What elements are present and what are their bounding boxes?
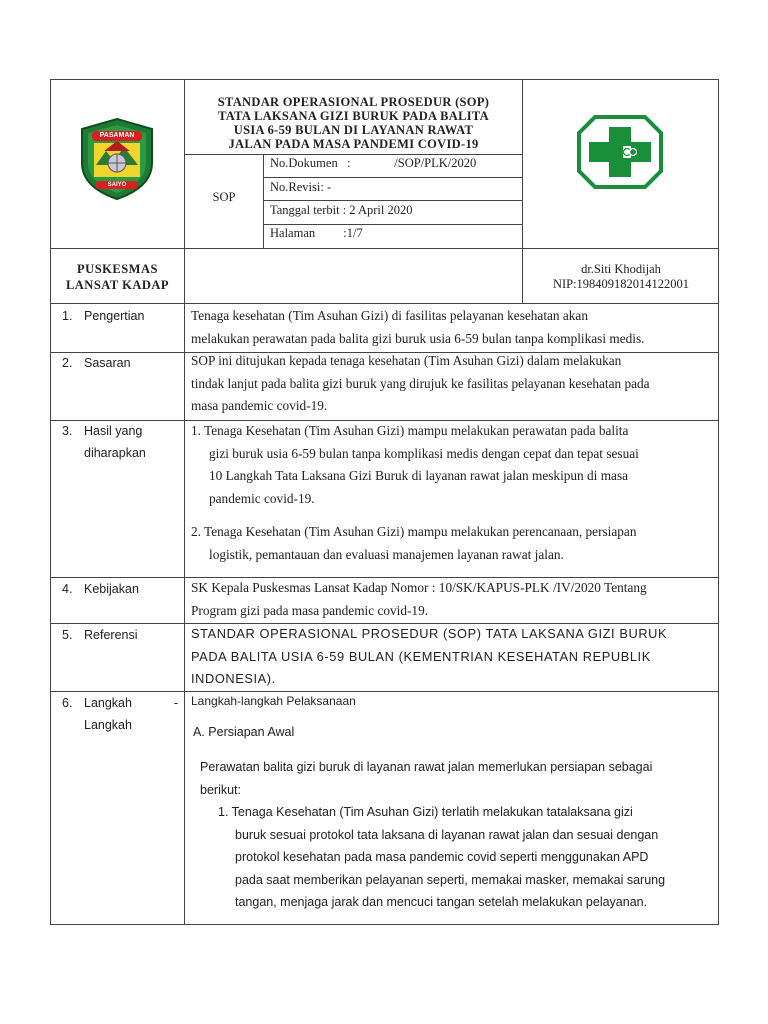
row-6-step-1-line-5: tangan, menjaga jarak dan mencuci tangan setelah melakukan pelayanan.: [235, 895, 648, 909]
row-5-line-3: INDONESIA).: [191, 671, 276, 686]
row-1-label: Pengertian: [84, 309, 145, 323]
row-5-line-1: STANDAR OPERASIONAL PROSEDUR (SOP) TATA LAKSANA GIZI BURUK: [191, 626, 668, 641]
green-cross-health-icon: [577, 115, 663, 189]
org-row-bottom-rule: [50, 303, 719, 304]
row-6-label-line-2: Langkah: [84, 718, 132, 732]
row-6-heading: Langkah-langkah Pelaksanaan: [191, 694, 356, 708]
row-2-line-1: SOP ini ditujukan kepada tenaga kesehatan (Tim Asuhan Gizi) dalam melakukan: [191, 353, 622, 368]
row-4-text: [191, 577, 712, 622]
row-6-label: [84, 692, 180, 736]
row-5-number: 5.: [62, 628, 73, 642]
row-3-item-1-line-4: pandemic covid-19.: [209, 490, 315, 506]
halaman: Halaman :1/7: [270, 226, 363, 240]
row-6-step-1-line-1: 1. Tenaga Kesehatan (Tim Asuhan Gizi) terlatih melakukan tatalaksana gizi: [218, 805, 633, 819]
row-3-item-1-line-1: 1. Tenaga Kesehatan (Tim Asuhan Gizi) mampu melakukan perawatan pada balita: [191, 423, 629, 438]
no-dokumen: No.Dokumen : /SOP/PLK/2020: [270, 156, 477, 170]
meta-rule-3: [263, 200, 522, 201]
title-line-3: USIA 6-59 BULAN DI LAYANAN RAWAT: [233, 123, 474, 137]
pasaman-regency-crest-icon: [78, 117, 156, 201]
row-2-line-3: masa pandemic covid-19.: [191, 398, 328, 413]
row-6-intro: [200, 756, 710, 801]
sop-label: SOP: [212, 190, 236, 204]
title-line-1: STANDAR OPERASIONAL PROSEDUR (SOP): [217, 95, 490, 109]
row-6-intro-line-2: berikut:: [200, 782, 241, 797]
row-6-number: 6.: [62, 696, 73, 710]
row-2-label: Sasaran: [84, 356, 131, 370]
row-3-item-2: [191, 521, 712, 566]
row-4-number: 4.: [62, 582, 73, 596]
row-2-line-2: tindak lanjut pada balita gizi buruk yang dirujuk ke fasilitas pelayanan kesehatan pada: [191, 375, 650, 391]
row-3-item-2-line-1: 2. Tenaga Kesehatan (Tim Asuhan Gizi) mampu melakukan perencanaan, persiapan: [191, 524, 637, 539]
title-line-2: TATA LAKSANA GIZI BURUK PADA BALITA: [218, 109, 489, 123]
row-4-label: Kebijakan: [84, 582, 139, 596]
row-3-item-1-line-2: gizi buruk usia 6-59 bulan tanpa komplikasi medis dengan cepat dan tepat sesuai: [209, 445, 639, 461]
meta-rule-4: [263, 224, 522, 225]
meta-rule-2: [263, 177, 522, 178]
row-3-label: [84, 420, 146, 464]
row-6-step-1-line-3: protokol kesehatan pada masa pandemic covid seperti menggunakan APD: [235, 850, 649, 864]
header-col-1: [184, 79, 185, 925]
row-2-text: [191, 350, 712, 418]
header-bottom-rule: [50, 248, 719, 249]
row-5-label: Referensi: [84, 628, 138, 642]
row-1-number: 1.: [62, 309, 73, 323]
signer-nip: NIP:198409182014122001: [552, 277, 690, 291]
meta-col: [263, 154, 264, 248]
crest-bottom-text: SAIYO: [107, 182, 127, 188]
row-4-line-1: SK Kepala Puskesmas Lansat Kadap Nomor : 10/SK/KAPUS-PLK /IV/2020 Tentang: [191, 580, 647, 595]
row-3-label-line-2: diharapkan: [84, 446, 146, 460]
row-1-text: [191, 305, 712, 350]
row-1-line-2: melakukan perawatan pada balita gizi buruk usia 6-59 bulan tanpa komplikasi medis.: [191, 330, 645, 346]
org-name: [51, 261, 184, 293]
row-3-item-1: [191, 420, 712, 510]
row-6-intro-line-1: Perawatan balita gizi buruk di layanan rawat jalan memerlukan persiapan sebagai: [200, 760, 653, 774]
org-line-1: PUSKESMAS: [77, 262, 158, 276]
row-1-line-1: Tenaga kesehatan (Tim Asuhan Gizi) di fasilitas pelayanan kesehatan akan: [191, 308, 588, 323]
row-3-label-line-1: Hasil yang: [84, 424, 143, 438]
signer-name: dr.Siti Khodijah: [581, 262, 661, 276]
org-line-2: LANSAT KADAP: [65, 278, 170, 292]
row-3-item-1-line-3: 10 Langkah Tata Laksana Gizi Buruk di layanan rawat jalan meskipun di masa: [209, 468, 629, 483]
row-3-number: 3.: [62, 424, 73, 438]
signer-block: [523, 262, 719, 292]
row-6-label-line-1: Langkah: [84, 696, 132, 710]
row-6-step-1: [218, 801, 711, 914]
meta-rule-1: [184, 154, 522, 155]
title-line-4: JALAN PADA MASA PANDEMI COVID-19: [228, 137, 479, 151]
row-6-step-1-line-4: pada saat memberikan pelayanan seperti, memakai masker, memakai sarung: [235, 872, 666, 887]
row-6-step-1-line-2: buruk sesuai protokol tata laksana di layanan rawat jalan dan sesuai dengan: [235, 827, 659, 842]
document-title: [185, 95, 522, 151]
row-6-label-dash: -: [173, 696, 178, 710]
no-revisi: No.Revisi: -: [270, 180, 332, 194]
row-6-subheading: A. Persiapan Awal: [193, 725, 295, 739]
row-5-line-2: PADA BALITA USIA 6-59 BULAN (KEMENTRIAN KESEHATAN REPUBLIK: [191, 648, 651, 664]
row-3-item-2-line-2: logistik, pemantauan dan evaluasi manajemen layanan rawat jalan.: [209, 546, 564, 562]
row-5-text: [191, 623, 712, 691]
crest-top-text: PASAMAN: [99, 132, 135, 139]
tanggal-terbit: Tanggal terbit : 2 April 2020: [270, 203, 413, 217]
row-4-line-2: Program gizi pada masa pandemic covid-19.: [191, 602, 429, 618]
row-2-number: 2.: [62, 356, 73, 370]
